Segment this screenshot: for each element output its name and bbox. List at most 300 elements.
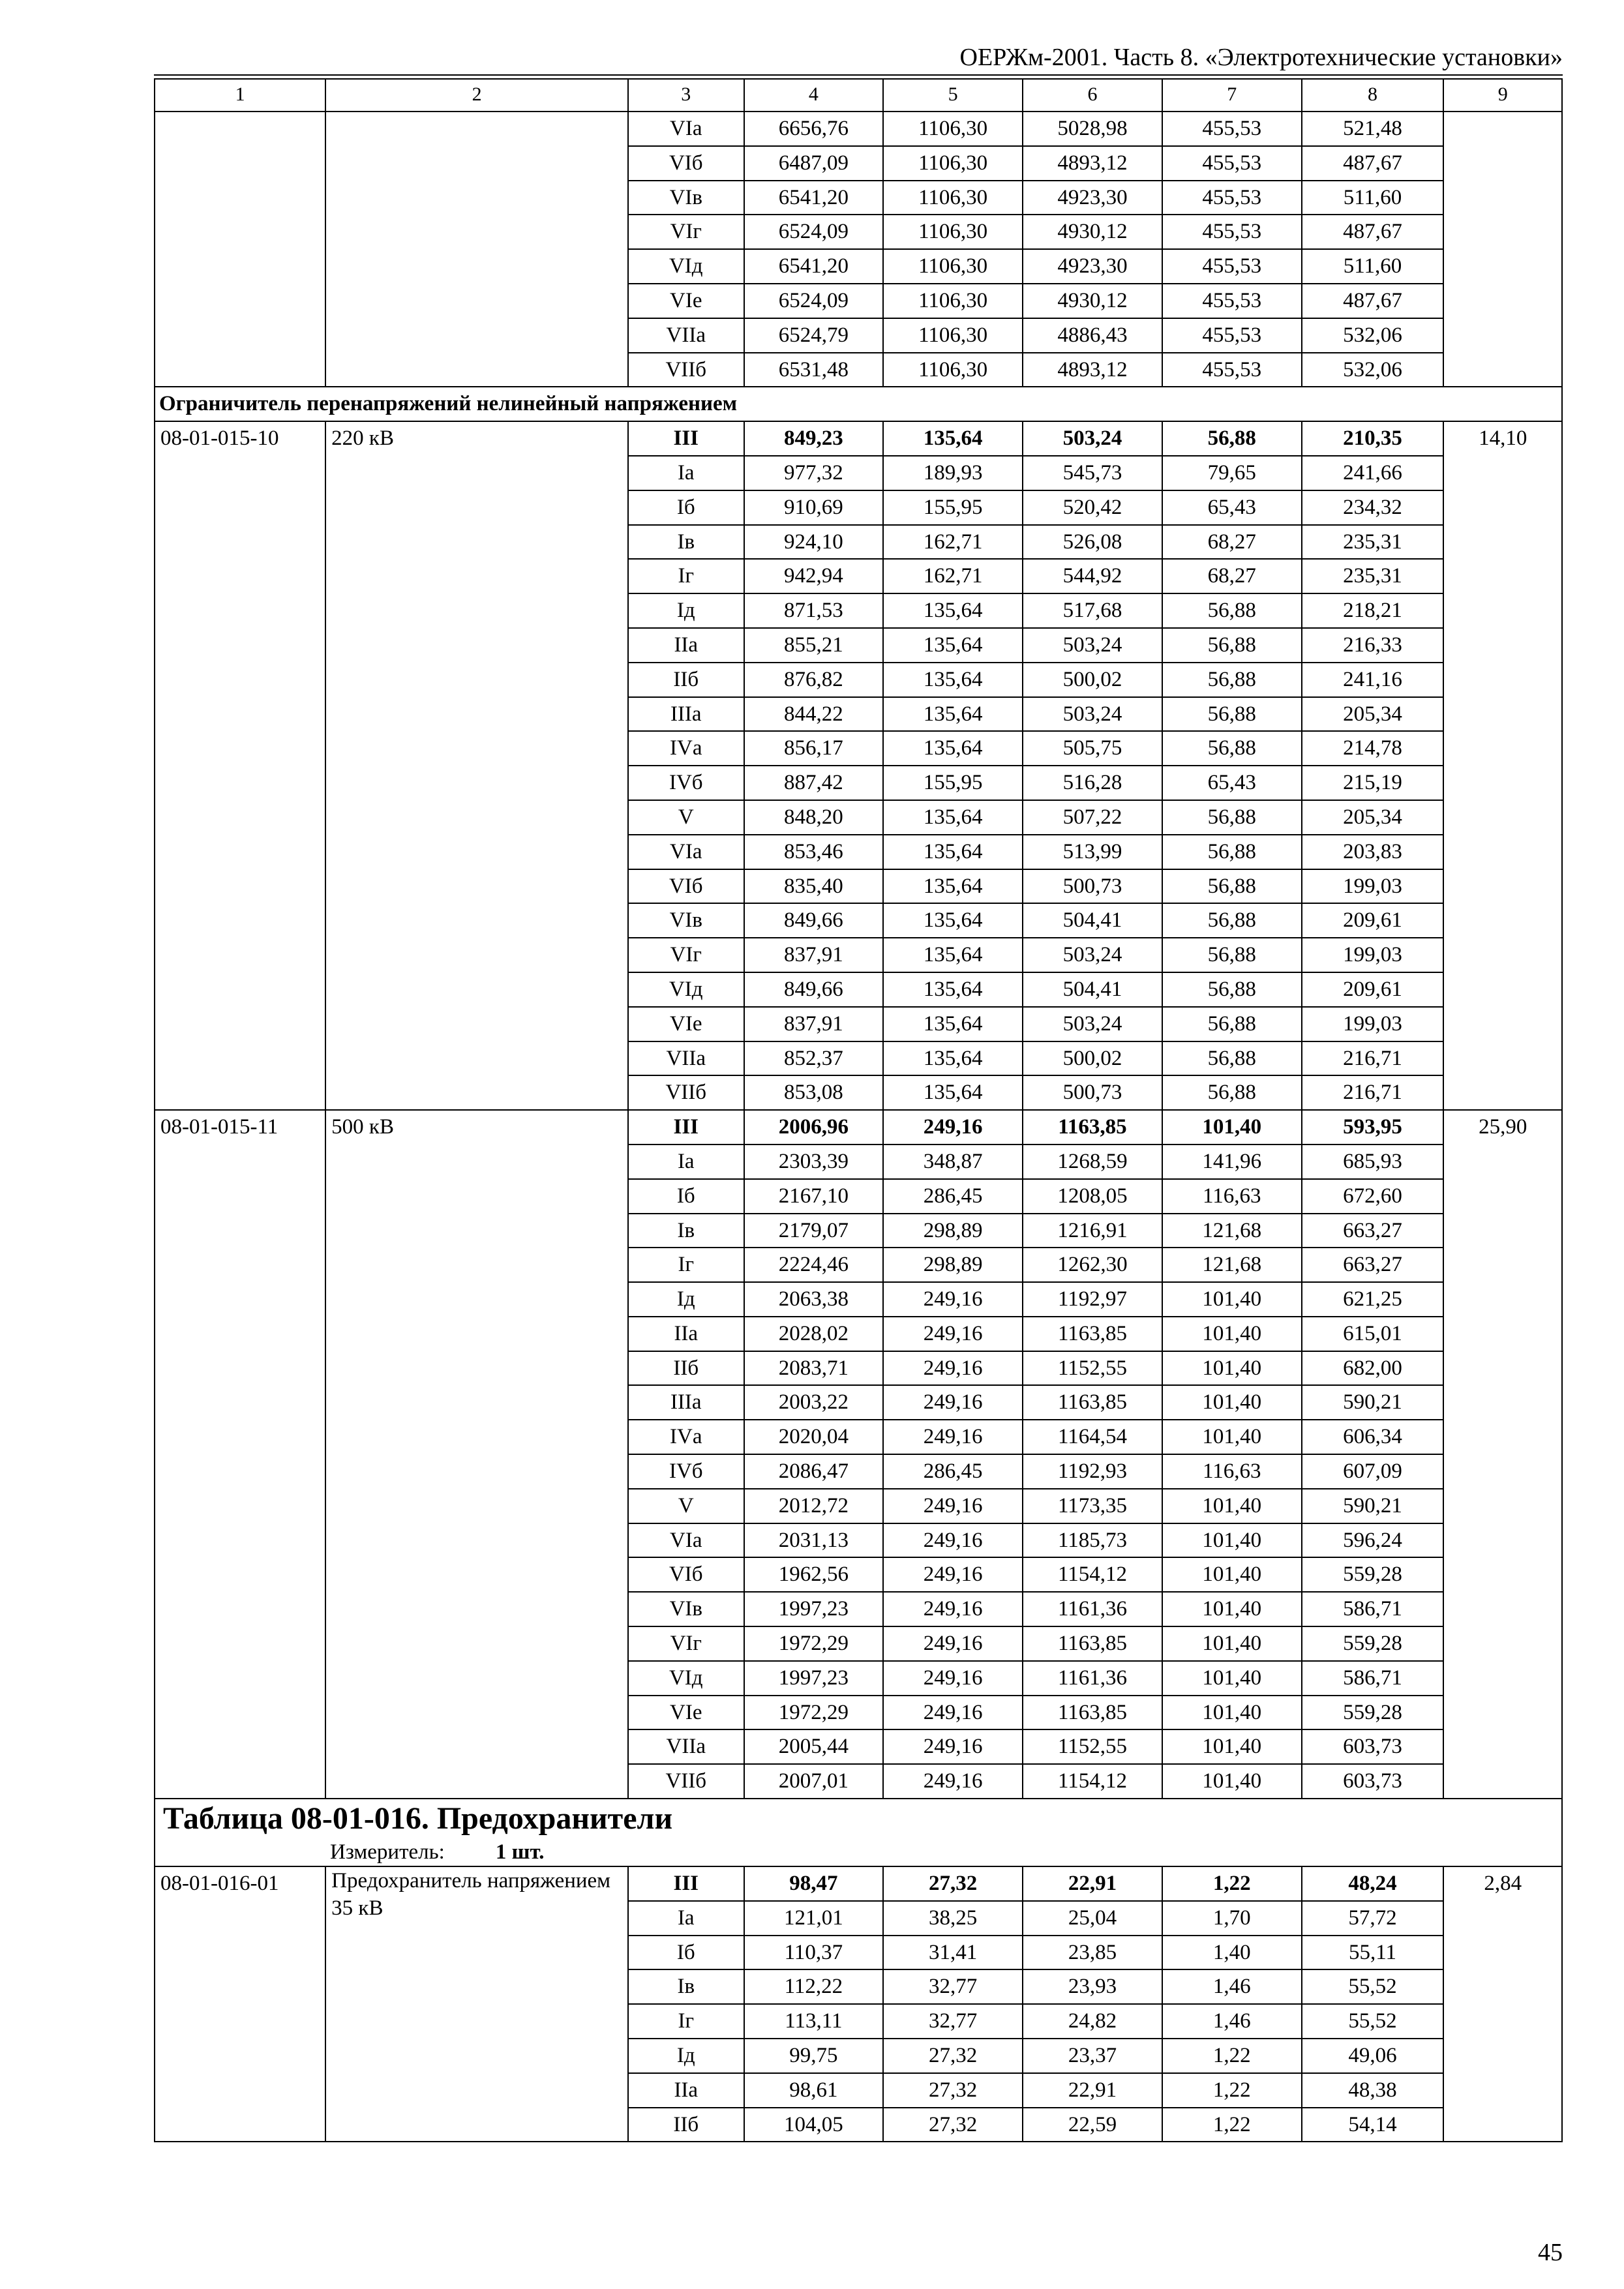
zone-cell: VIг — [628, 215, 744, 249]
value-cell: 1268,59 — [1023, 1144, 1162, 1179]
value-cell: 135,64 — [883, 731, 1023, 766]
value-cell: 1997,23 — [744, 1661, 884, 1696]
value-cell: 249,16 — [883, 1557, 1023, 1592]
value-cell: 48,24 — [1302, 1866, 1444, 1901]
column-number: 7 — [1162, 79, 1302, 112]
value-cell: 2167,10 — [744, 1179, 884, 1214]
zone-cell: Iа — [628, 1901, 744, 1936]
value-cell: 199,03 — [1302, 1007, 1444, 1041]
value-cell: 209,61 — [1302, 903, 1444, 938]
value-cell: 1163,85 — [1023, 1696, 1162, 1730]
value-cell: 511,60 — [1302, 181, 1444, 215]
value-cell: 2063,38 — [744, 1282, 884, 1317]
value-cell: 98,47 — [744, 1866, 884, 1901]
value-cell: 455,53 — [1162, 146, 1302, 181]
value-cell: 837,91 — [744, 938, 884, 972]
zone-cell: VIа — [628, 835, 744, 869]
value-cell: 835,40 — [744, 869, 884, 904]
value-cell: 1,22 — [1162, 2073, 1302, 2108]
value-cell: 4923,30 — [1023, 249, 1162, 284]
value-cell: 507,22 — [1023, 800, 1162, 835]
value-cell: 2006,96 — [744, 1110, 884, 1144]
zone-cell: VIб — [628, 1557, 744, 1592]
value-cell: 101,40 — [1162, 1592, 1302, 1626]
value-cell: 590,21 — [1302, 1385, 1444, 1420]
value-cell: 500,73 — [1023, 869, 1162, 904]
value-cell: 520,42 — [1023, 490, 1162, 525]
page-number: 45 — [1538, 2239, 1563, 2266]
value-cell: 1962,56 — [744, 1557, 884, 1592]
value-cell: 135,64 — [883, 1075, 1023, 1110]
value-cell: 101,40 — [1162, 1110, 1302, 1144]
column-number: 3 — [628, 79, 744, 112]
value-cell: 135,64 — [883, 869, 1023, 904]
value-cell: 249,16 — [883, 1696, 1023, 1730]
table-row — [155, 421, 1562, 456]
value-cell: 286,45 — [883, 1454, 1023, 1489]
value-cell: 1163,85 — [1023, 1385, 1162, 1420]
zone-cell: VIIб — [628, 1075, 744, 1110]
value-cell: 101,40 — [1162, 1317, 1302, 1351]
value-cell: 503,24 — [1023, 938, 1162, 972]
value-cell: 1163,85 — [1023, 1626, 1162, 1661]
value-cell: 910,69 — [744, 490, 884, 525]
zone-cell: IIа — [628, 628, 744, 663]
value-cell: 249,16 — [883, 1523, 1023, 1558]
zone-cell: VIе — [628, 1696, 744, 1730]
value-cell: 1106,30 — [883, 146, 1023, 181]
value-cell: 23,37 — [1023, 2039, 1162, 2073]
value-cell: 521,48 — [1302, 112, 1444, 146]
value-cell: 249,16 — [883, 1385, 1023, 1420]
value-cell: 513,99 — [1023, 835, 1162, 869]
value-cell: 216,71 — [1302, 1075, 1444, 1110]
value-cell: 1,40 — [1162, 1936, 1302, 1970]
value-cell: 6487,09 — [744, 146, 884, 181]
zone-cell: VIIб — [628, 1764, 744, 1799]
value-cell: 511,60 — [1302, 249, 1444, 284]
value-cell: 249,16 — [883, 1489, 1023, 1523]
value-cell: 2028,02 — [744, 1317, 884, 1351]
value-cell: 101,40 — [1162, 1557, 1302, 1592]
zone-cell: VIд — [628, 249, 744, 284]
value-cell: 503,24 — [1023, 1007, 1162, 1041]
value-cell: 500,73 — [1023, 1075, 1162, 1110]
labor-cell: 2,84 — [1443, 1866, 1562, 2142]
value-cell: 27,32 — [883, 1866, 1023, 1901]
zone-cell: IIIа — [628, 697, 744, 732]
rate-code-cell: 08-01-016-01 — [155, 1866, 325, 2142]
value-cell: 23,85 — [1023, 1936, 1162, 1970]
value-cell: 56,88 — [1162, 628, 1302, 663]
value-cell: 590,21 — [1302, 1489, 1444, 1523]
value-cell: 249,16 — [883, 1317, 1023, 1351]
value-cell: 924,10 — [744, 525, 884, 560]
value-cell: 6524,09 — [744, 215, 884, 249]
zone-cell: VIд — [628, 1661, 744, 1696]
value-cell: 113,11 — [744, 2004, 884, 2039]
value-cell: 162,71 — [883, 525, 1023, 560]
zone-cell: Iд — [628, 1282, 744, 1317]
value-cell: 663,27 — [1302, 1214, 1444, 1248]
value-cell: 544,92 — [1023, 559, 1162, 593]
value-cell: 606,34 — [1302, 1420, 1444, 1454]
value-cell: 68,27 — [1162, 559, 1302, 593]
value-cell: 32,77 — [883, 2004, 1023, 2039]
value-cell: 852,37 — [744, 1041, 884, 1076]
zone-cell: Iг — [628, 1248, 744, 1282]
value-cell: 2005,44 — [744, 1729, 884, 1764]
value-cell: 586,71 — [1302, 1592, 1444, 1626]
value-cell: 38,25 — [883, 1901, 1023, 1936]
rate-code-cell — [155, 112, 325, 387]
zone-cell: IIа — [628, 2073, 744, 2108]
value-cell: 135,64 — [883, 1041, 1023, 1076]
zone-cell: Iб — [628, 1179, 744, 1214]
zone-cell: III — [628, 1110, 744, 1144]
value-cell: 1106,30 — [883, 112, 1023, 146]
value-cell: 504,41 — [1023, 903, 1162, 938]
value-cell: 27,32 — [883, 2073, 1023, 2108]
value-cell: 856,17 — [744, 731, 884, 766]
value-cell: 101,40 — [1162, 1489, 1302, 1523]
rate-code-cell: 08-01-015-10 — [155, 421, 325, 1110]
zone-cell: IIIа — [628, 1385, 744, 1420]
value-cell: 607,09 — [1302, 1454, 1444, 1489]
table-title-cell — [155, 1799, 1562, 1866]
zone-cell: VIе — [628, 1007, 744, 1041]
value-cell: 31,41 — [883, 1936, 1023, 1970]
value-cell: 56,88 — [1162, 1075, 1302, 1110]
column-number: 5 — [883, 79, 1023, 112]
value-cell: 848,20 — [744, 800, 884, 835]
value-cell: 104,05 — [744, 2108, 884, 2142]
value-cell: 101,40 — [1162, 1523, 1302, 1558]
value-cell: 56,88 — [1162, 938, 1302, 972]
value-cell: 1106,30 — [883, 284, 1023, 318]
value-cell: 141,96 — [1162, 1144, 1302, 1179]
value-cell: 532,06 — [1302, 318, 1444, 353]
value-cell: 32,77 — [883, 1969, 1023, 2004]
value-cell: 545,73 — [1023, 456, 1162, 490]
rate-name-cell: Предохранитель напряжением 35 кВ — [325, 1866, 628, 2142]
value-cell: 135,64 — [883, 1007, 1023, 1041]
value-cell: 455,53 — [1162, 112, 1302, 146]
value-cell: 2031,13 — [744, 1523, 884, 1558]
value-cell: 1,70 — [1162, 1901, 1302, 1936]
zone-cell: Iг — [628, 2004, 744, 2039]
value-cell: 4923,30 — [1023, 181, 1162, 215]
zone-cell: VIд — [628, 972, 744, 1007]
value-cell: 849,66 — [744, 972, 884, 1007]
value-cell: 162,71 — [883, 559, 1023, 593]
value-cell: 1154,12 — [1023, 1557, 1162, 1592]
value-cell: 603,73 — [1302, 1764, 1444, 1799]
value-cell: 6656,76 — [744, 112, 884, 146]
value-cell: 1192,93 — [1023, 1454, 1162, 1489]
value-cell: 135,64 — [883, 903, 1023, 938]
zone-cell: IIб — [628, 2108, 744, 2142]
value-cell: 135,64 — [883, 421, 1023, 456]
value-cell: 1262,30 — [1023, 1248, 1162, 1282]
value-cell: 455,53 — [1162, 181, 1302, 215]
rates-table — [154, 78, 1563, 2142]
value-cell: 99,75 — [744, 2039, 884, 2073]
labor-cell: 14,10 — [1443, 421, 1562, 1110]
value-cell: 2003,22 — [744, 1385, 884, 1420]
zone-cell: VIв — [628, 181, 744, 215]
value-cell: 2303,39 — [744, 1144, 884, 1179]
value-cell: 503,24 — [1023, 421, 1162, 456]
value-cell: 517,68 — [1023, 593, 1162, 628]
value-cell: 22,59 — [1023, 2108, 1162, 2142]
meter-label: Измеритель: — [330, 1840, 445, 1864]
value-cell: 1173,35 — [1023, 1489, 1162, 1523]
zone-cell: VIе — [628, 284, 744, 318]
value-cell: 1163,85 — [1023, 1110, 1162, 1144]
zone-cell: VIб — [628, 146, 744, 181]
column-number: 2 — [325, 79, 628, 112]
value-cell: 887,42 — [744, 766, 884, 800]
value-cell: 516,28 — [1023, 766, 1162, 800]
value-cell: 55,52 — [1302, 2004, 1444, 2039]
value-cell: 6524,79 — [744, 318, 884, 353]
value-cell: 218,21 — [1302, 593, 1444, 628]
value-cell: 155,95 — [883, 490, 1023, 525]
value-cell: 1,46 — [1162, 2004, 1302, 2039]
zone-cell: IVа — [628, 1420, 744, 1454]
value-cell: 596,24 — [1302, 1523, 1444, 1558]
value-cell: 849,66 — [744, 903, 884, 938]
value-cell: 1106,30 — [883, 318, 1023, 353]
value-cell: 135,64 — [883, 593, 1023, 628]
value-cell: 68,27 — [1162, 525, 1302, 560]
value-cell: 6531,48 — [744, 353, 884, 387]
value-cell: 621,25 — [1302, 1282, 1444, 1317]
value-cell: 455,53 — [1162, 318, 1302, 353]
value-cell: 1152,55 — [1023, 1351, 1162, 1386]
value-cell: 101,40 — [1162, 1420, 1302, 1454]
value-cell: 853,46 — [744, 835, 884, 869]
value-cell: 487,67 — [1302, 215, 1444, 249]
value-cell: 249,16 — [883, 1351, 1023, 1386]
header-rule — [154, 74, 1563, 76]
value-cell: 249,16 — [883, 1661, 1023, 1696]
column-number-row — [155, 79, 1562, 112]
rate-name-cell: 500 кВ — [325, 1110, 628, 1799]
zone-cell: V — [628, 800, 744, 835]
value-cell: 6541,20 — [744, 249, 884, 284]
value-cell: 101,40 — [1162, 1282, 1302, 1317]
zone-cell: Iд — [628, 593, 744, 628]
value-cell: 455,53 — [1162, 284, 1302, 318]
section-title: Ограничитель перенапряжений нелинейный напряжением — [155, 387, 1562, 421]
value-cell: 2012,72 — [744, 1489, 884, 1523]
column-number: 9 — [1443, 79, 1562, 112]
value-cell: 455,53 — [1162, 249, 1302, 284]
value-cell: 1106,30 — [883, 181, 1023, 215]
value-cell: 121,68 — [1162, 1248, 1302, 1282]
value-cell: 135,64 — [883, 835, 1023, 869]
value-cell: 234,32 — [1302, 490, 1444, 525]
value-cell: 876,82 — [744, 663, 884, 697]
value-cell: 1106,30 — [883, 353, 1023, 387]
rates-table-body — [155, 79, 1562, 2142]
value-cell: 205,34 — [1302, 697, 1444, 732]
value-cell: 25,04 — [1023, 1901, 1162, 1936]
zone-cell: Iв — [628, 1969, 744, 2004]
value-cell: 559,28 — [1302, 1626, 1444, 1661]
value-cell: 249,16 — [883, 1626, 1023, 1661]
column-number: 1 — [155, 79, 325, 112]
zone-cell: IIб — [628, 663, 744, 697]
value-cell: 2020,04 — [744, 1420, 884, 1454]
value-cell: 56,88 — [1162, 421, 1302, 456]
value-cell: 298,89 — [883, 1214, 1023, 1248]
column-number: 4 — [744, 79, 884, 112]
value-cell: 101,40 — [1162, 1764, 1302, 1799]
value-cell: 286,45 — [883, 1179, 1023, 1214]
value-cell: 837,91 — [744, 1007, 884, 1041]
value-cell: 65,43 — [1162, 490, 1302, 525]
value-cell: 24,82 — [1023, 2004, 1162, 2039]
value-cell: 56,88 — [1162, 663, 1302, 697]
value-cell: 101,40 — [1162, 1729, 1302, 1764]
column-number: 6 — [1023, 79, 1162, 112]
value-cell: 1,22 — [1162, 2108, 1302, 2142]
zone-cell: IIб — [628, 1351, 744, 1386]
zone-cell: VIб — [628, 869, 744, 904]
value-cell: 505,75 — [1023, 731, 1162, 766]
value-cell: 27,32 — [883, 2108, 1023, 2142]
value-cell: 135,64 — [883, 800, 1023, 835]
table-row — [155, 1110, 1562, 1144]
zone-cell: IVб — [628, 1454, 744, 1489]
value-cell: 1208,05 — [1023, 1179, 1162, 1214]
zone-cell: IIа — [628, 1317, 744, 1351]
value-cell: 205,34 — [1302, 800, 1444, 835]
value-cell: 593,95 — [1302, 1110, 1444, 1144]
zone-cell: IVб — [628, 766, 744, 800]
zone-cell: Iг — [628, 559, 744, 593]
value-cell: 56,88 — [1162, 835, 1302, 869]
value-cell: 189,93 — [883, 456, 1023, 490]
value-cell: 22,91 — [1023, 2073, 1162, 2108]
value-cell: 500,02 — [1023, 663, 1162, 697]
value-cell: 6541,20 — [744, 181, 884, 215]
value-cell: 22,91 — [1023, 1866, 1162, 1901]
value-cell: 455,53 — [1162, 215, 1302, 249]
value-cell: 1154,12 — [1023, 1764, 1162, 1799]
value-cell: 199,03 — [1302, 938, 1444, 972]
value-cell: 56,88 — [1162, 1007, 1302, 1041]
value-cell: 56,88 — [1162, 903, 1302, 938]
labor-cell: 25,90 — [1443, 1110, 1562, 1799]
zone-cell: III — [628, 1866, 744, 1901]
value-cell: 532,06 — [1302, 353, 1444, 387]
zone-cell: VIIа — [628, 1041, 744, 1076]
value-cell: 203,83 — [1302, 835, 1444, 869]
value-cell: 871,53 — [744, 593, 884, 628]
zone-cell: IVа — [628, 731, 744, 766]
value-cell: 2086,47 — [744, 1454, 884, 1489]
value-cell: 23,93 — [1023, 1969, 1162, 2004]
value-cell: 1972,29 — [744, 1696, 884, 1730]
value-cell: 98,61 — [744, 2073, 884, 2108]
value-cell: 348,87 — [883, 1144, 1023, 1179]
table-title-row — [155, 1799, 1562, 1866]
zone-cell: Iб — [628, 490, 744, 525]
value-cell: 249,16 — [883, 1729, 1023, 1764]
value-cell: 1997,23 — [744, 1592, 884, 1626]
value-cell: 2007,01 — [744, 1764, 884, 1799]
value-cell: 79,65 — [1162, 456, 1302, 490]
value-cell: 101,40 — [1162, 1351, 1302, 1386]
table-title: Таблица 08-01-016. Предохранители — [163, 1801, 673, 1836]
value-cell: 2224,46 — [744, 1248, 884, 1282]
value-cell: 56,88 — [1162, 731, 1302, 766]
value-cell: 672,60 — [1302, 1179, 1444, 1214]
zone-cell: Iв — [628, 525, 744, 560]
value-cell: 110,37 — [744, 1936, 884, 1970]
zone-cell: Iв — [628, 1214, 744, 1248]
zone-cell: Iб — [628, 1936, 744, 1970]
value-cell: 559,28 — [1302, 1696, 1444, 1730]
zone-cell: VIв — [628, 903, 744, 938]
value-cell: 487,67 — [1302, 146, 1444, 181]
value-cell: 4893,12 — [1023, 353, 1162, 387]
value-cell: 135,64 — [883, 938, 1023, 972]
value-cell: 210,35 — [1302, 421, 1444, 456]
zone-cell: VIв — [628, 1592, 744, 1626]
value-cell: 56,88 — [1162, 1041, 1302, 1076]
value-cell: 216,71 — [1302, 1041, 1444, 1076]
value-cell: 1192,97 — [1023, 1282, 1162, 1317]
value-cell: 1161,36 — [1023, 1661, 1162, 1696]
value-cell: 56,88 — [1162, 972, 1302, 1007]
running-header: ОЕРЖм-2001. Часть 8. «Электротехнические установки» — [959, 44, 1563, 71]
table-row — [155, 1866, 1562, 1901]
value-cell: 56,88 — [1162, 697, 1302, 732]
value-cell: 942,94 — [744, 559, 884, 593]
value-cell: 249,16 — [883, 1764, 1023, 1799]
value-cell: 5028,98 — [1023, 112, 1162, 146]
value-cell: 4930,12 — [1023, 215, 1162, 249]
zone-cell: Iа — [628, 456, 744, 490]
zone-cell: VIа — [628, 1523, 744, 1558]
value-cell: 1152,55 — [1023, 1729, 1162, 1764]
value-cell: 4893,12 — [1023, 146, 1162, 181]
value-cell: 503,24 — [1023, 697, 1162, 732]
value-cell: 135,64 — [883, 628, 1023, 663]
zone-cell: VIIб — [628, 353, 744, 387]
value-cell: 199,03 — [1302, 869, 1444, 904]
value-cell: 853,08 — [744, 1075, 884, 1110]
value-cell: 1,22 — [1162, 2039, 1302, 2073]
value-cell: 56,88 — [1162, 593, 1302, 628]
value-cell: 241,66 — [1302, 456, 1444, 490]
value-cell: 121,68 — [1162, 1214, 1302, 1248]
column-number: 8 — [1302, 79, 1444, 112]
value-cell: 214,78 — [1302, 731, 1444, 766]
value-cell: 2179,07 — [744, 1214, 884, 1248]
value-cell: 215,19 — [1302, 766, 1444, 800]
value-cell: 6524,09 — [744, 284, 884, 318]
value-cell: 101,40 — [1162, 1385, 1302, 1420]
value-cell: 216,33 — [1302, 628, 1444, 663]
value-cell: 56,88 — [1162, 869, 1302, 904]
zone-cell: Iа — [628, 1144, 744, 1179]
